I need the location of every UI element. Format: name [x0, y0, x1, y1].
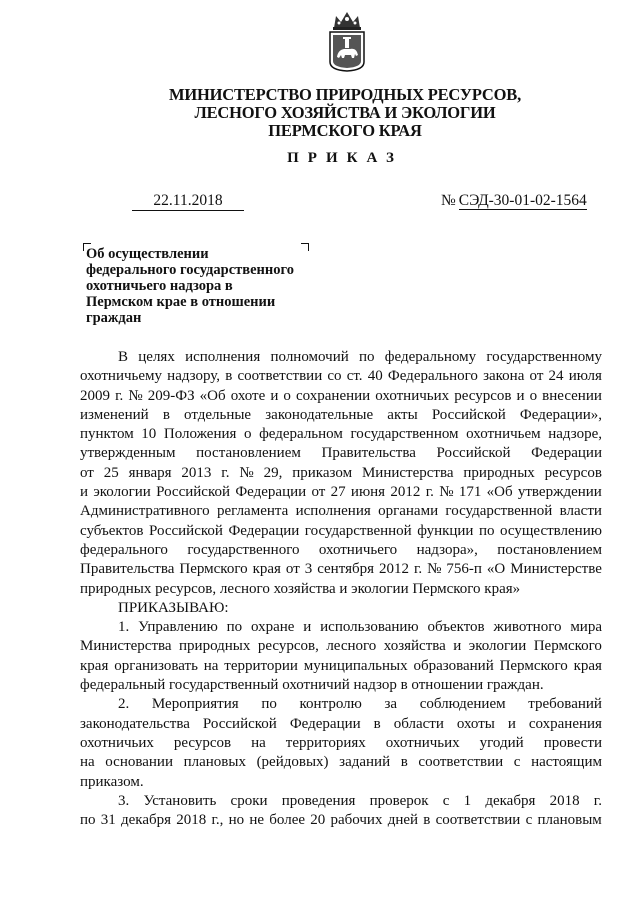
body-word: 40: [367, 368, 383, 385]
body-word: приказом: [292, 464, 353, 481]
body-word: «Об: [486, 484, 513, 501]
body-word: со: [327, 368, 342, 385]
body-word: плановых: [183, 754, 246, 771]
document-body: [80, 348, 602, 830]
body-word: контролю: [299, 696, 362, 713]
body-word: законодательные: [265, 406, 374, 423]
body-word: №: [439, 484, 454, 501]
body-line: [80, 541, 602, 560]
body-word: Российской: [436, 445, 511, 462]
body-word: Федерации: [289, 715, 361, 732]
ministry-line: ПЕРМСКОГО КРАЯ: [268, 121, 422, 140]
body-word: постановлением: [497, 541, 602, 558]
body-word: №: [427, 561, 442, 578]
body-word: законодательства: [80, 715, 190, 732]
body-word: Административного: [80, 503, 210, 520]
body-line: [80, 387, 602, 406]
body-word: 10: [141, 426, 157, 443]
body-word: функции: [417, 522, 474, 539]
subject-line: Пермском крае в отношении: [86, 294, 276, 310]
body-word: настоящим: [531, 754, 602, 771]
body-word: по: [359, 349, 375, 365]
number-value: СЭД-30-01-02-1564: [458, 192, 587, 209]
body-word: более: [269, 812, 306, 829]
body-word: утверждении: [517, 484, 602, 501]
body-word: образований: [413, 657, 494, 674]
body-line: [80, 753, 602, 772]
body-word: края: [573, 657, 602, 674]
body-word: рабочих: [330, 812, 383, 829]
body-word: закона: [483, 368, 525, 385]
body-word: Федерального: [387, 368, 478, 385]
subject-line: Об осуществлении: [86, 246, 209, 262]
body-line-text: ПРИКАЗЫВАЮ:: [118, 599, 229, 616]
body-word: федерального: [80, 541, 168, 558]
body-word: Установить: [143, 792, 217, 809]
body-word: полномочий: [270, 349, 349, 365]
body-word: Пермского: [499, 657, 568, 674]
body-word: от: [80, 464, 94, 481]
body-word: власти: [559, 503, 602, 520]
body-line-text: приказом.: [80, 773, 144, 790]
body-word: Пермского: [179, 561, 248, 578]
body-word: №: [239, 464, 254, 481]
body-word: В: [118, 349, 129, 365]
body-word: 756-п: [446, 561, 482, 578]
body-line: [80, 367, 602, 386]
body-word: о: [529, 387, 538, 404]
body-word: соблюдением: [419, 696, 506, 713]
body-word: 2013: [181, 464, 212, 481]
body-word: регламента: [217, 503, 289, 520]
body-word: проведения: [281, 792, 356, 809]
body-word: охотничьих: [80, 734, 154, 751]
ministry-name: [150, 86, 540, 140]
body-word: области: [393, 715, 444, 732]
body-line: [80, 695, 602, 714]
body-word: Российской: [431, 406, 506, 423]
body-word: 3: [304, 561, 313, 578]
body-line: [80, 483, 602, 502]
ministry-line: ЛЕСНОГО ХОЗЯЙСТВА И ЭКОЛОГИИ: [194, 103, 496, 122]
document-number: [441, 192, 587, 210]
body-word: природных: [463, 464, 535, 481]
body-word: Российской: [156, 484, 231, 501]
body-word: «Об: [199, 387, 226, 404]
body-word: охоты: [456, 715, 495, 732]
body-word: проверок: [369, 792, 429, 809]
body-word: 1: [463, 792, 472, 809]
body-word: лесного: [326, 638, 377, 655]
body-word: охотничьих: [385, 734, 460, 751]
body-word: по: [478, 522, 495, 539]
body-line: [80, 734, 602, 753]
body-word: на: [203, 657, 219, 674]
body-word: июля: [568, 368, 602, 385]
body-word: соответствии: [237, 368, 323, 385]
body-word: 209-ФЗ: [147, 387, 195, 404]
body-line: [80, 715, 602, 734]
subject-heading: [86, 246, 326, 326]
body-word: от: [311, 484, 326, 501]
body-line: [80, 348, 602, 367]
body-word: ресурсов: [544, 464, 602, 481]
body-word: г.: [221, 464, 230, 481]
document-type-title: ПРИКАЗ: [287, 150, 403, 166]
body-word: территориях: [285, 734, 366, 751]
body-word: ресурсов,: [257, 638, 319, 655]
body-line: [80, 676, 602, 695]
body-word: ст.: [346, 368, 363, 385]
body-word: в: [225, 368, 233, 385]
body-word: экологии: [468, 638, 527, 655]
body-word: Российской: [202, 715, 277, 732]
body-word: 25: [103, 464, 119, 481]
body-word: муниципальных: [303, 657, 408, 674]
body-word: государственного: [187, 541, 300, 558]
body-word: животного: [493, 619, 562, 636]
body-word: края: [80, 657, 109, 674]
body-word: 2.: [118, 696, 130, 713]
body-line: [80, 502, 602, 521]
body-line: [80, 406, 602, 425]
body-word: Положения: [163, 426, 237, 443]
body-word: г.: [425, 484, 434, 501]
body-word: основании: [105, 754, 173, 771]
body-word: Министерстве: [510, 561, 602, 578]
body-word: декабря: [120, 812, 172, 829]
body-line: [80, 657, 602, 676]
body-word: в: [423, 812, 431, 829]
body-word: и: [516, 387, 525, 404]
body-word: требований: [528, 696, 602, 713]
body-word: федеральному: [384, 349, 477, 365]
body-word: и: [270, 387, 279, 404]
body-word: Правительства: [321, 445, 416, 462]
body-word: отдельные: [184, 406, 252, 423]
body-line-text: федеральный государственный охотничий надзор в отношении граждан.: [80, 677, 544, 694]
body-word: 24: [548, 368, 564, 385]
body-word: утвержденным: [80, 445, 176, 462]
body-word: г.: [593, 792, 602, 809]
body-word: сроки: [230, 792, 268, 809]
body-word: дней: [387, 812, 419, 829]
body-word: государственной: [445, 503, 553, 520]
body-word: хозяйства: [383, 638, 446, 655]
subject-line: граждан: [86, 310, 142, 326]
body-word: декабря: [485, 792, 536, 809]
body-word: 31: [100, 812, 116, 829]
body-word: края: [252, 561, 281, 578]
body-word: Федерации: [228, 522, 300, 539]
body-word: плановым: [537, 812, 602, 829]
body-word: осуществлению: [500, 522, 602, 539]
body-word: сентября: [317, 561, 375, 578]
body-word: на: [80, 754, 95, 771]
body-word: государственному: [486, 349, 602, 365]
body-line: [80, 522, 602, 541]
body-word: Управлению: [138, 619, 218, 636]
body-word: ресурсов: [173, 734, 232, 751]
body-word: органами: [378, 503, 439, 520]
body-word: Федерации»,: [519, 406, 602, 423]
body-word: использованию: [320, 619, 419, 636]
body-word: 1.: [118, 619, 130, 636]
body-word: 2018: [549, 792, 580, 809]
body-word: исполнения: [185, 349, 261, 365]
body-word: пунктом: [80, 426, 134, 443]
body-word: исполнения: [295, 503, 371, 520]
body-word: Министерства: [80, 638, 172, 655]
body-word: субъектов: [80, 522, 144, 539]
body-word: охотничьему: [80, 368, 163, 385]
body-word: с: [525, 812, 533, 829]
body-word: «О: [486, 561, 506, 578]
body-word: и: [507, 715, 516, 732]
body-word: но: [228, 812, 245, 829]
body-word: надзору,: [167, 368, 221, 385]
body-word: федеральном: [259, 426, 343, 443]
body-line: [80, 792, 602, 811]
body-word: Российской: [148, 522, 223, 539]
subject-line: охотничьего надзора в: [86, 278, 233, 294]
body-word: и: [80, 484, 89, 501]
body-word: в: [400, 754, 408, 771]
body-word: изменений: [80, 406, 149, 423]
body-word: надзоре,: [548, 426, 602, 443]
body-word: на: [251, 734, 266, 751]
body-line-text: природных ресурсов, лесного хозяйства и экологии Пермского края»: [80, 580, 521, 597]
body-word: в: [373, 715, 381, 732]
body-word: 2009: [80, 387, 110, 404]
body-word: 29,: [263, 464, 283, 481]
body-line: [80, 811, 602, 830]
body-word: за: [384, 696, 398, 713]
body-word: 20: [310, 812, 326, 829]
body-word: государственном: [350, 426, 459, 443]
body-line: [80, 637, 602, 656]
body-word: государственной: [304, 522, 412, 539]
subject-line: федерального государственного: [86, 262, 294, 278]
body-word: сохранения: [528, 715, 602, 732]
body-word: Пермского: [533, 638, 602, 655]
body-word: охотничьем: [466, 426, 541, 443]
body-word: объектов: [427, 619, 485, 636]
body-word: №: [128, 387, 143, 404]
body-word: о: [243, 426, 252, 443]
body-word: Мероприятия: [151, 696, 239, 713]
body-line: [80, 618, 602, 637]
body-word: соответствии: [418, 754, 504, 771]
body-word: постановлением: [196, 445, 301, 462]
body-word: акты: [387, 406, 418, 423]
body-word: сохранении: [295, 387, 371, 404]
body-word: июня: [350, 484, 386, 501]
body-word: экологии: [93, 484, 151, 501]
body-word: по: [226, 619, 243, 636]
body-word: территории: [224, 657, 298, 674]
body-word: Федерации: [531, 445, 602, 462]
body-line: [80, 560, 602, 579]
body-word: ресурсов: [454, 387, 512, 404]
body-line: [80, 580, 602, 599]
body-word: г.: [115, 387, 124, 404]
document-date: 22.11.2018: [132, 192, 244, 211]
body-word: 2012: [390, 484, 421, 501]
body-word: г.: [413, 561, 423, 578]
body-word: января: [128, 464, 172, 481]
body-word: г.,: [211, 812, 224, 829]
ministry-line: МИНИСТЕРСТВО ПРИРОДНЫХ РЕСУРСОВ,: [169, 85, 521, 104]
body-word: 2012: [378, 561, 409, 578]
coat-of-arms-icon: [326, 10, 368, 72]
body-word: 27: [330, 484, 346, 501]
body-word: (рейдовых): [256, 754, 329, 771]
body-line: [80, 444, 602, 463]
body-word: угодий: [479, 734, 524, 751]
body-line: [80, 464, 602, 483]
body-word: от: [529, 368, 544, 385]
body-word: по: [261, 696, 277, 713]
body-word: охотничьих: [375, 387, 450, 404]
body-word: Министерства: [361, 464, 454, 481]
body-word: организовать: [114, 657, 198, 674]
body-word: целях: [138, 349, 175, 365]
body-word: 2018: [176, 812, 207, 829]
body-word: с: [513, 754, 521, 771]
body-word: охотничьего: [318, 541, 398, 558]
body-word: внесении: [542, 387, 602, 404]
body-word: охране: [251, 619, 295, 636]
body-word: заданий: [339, 754, 391, 771]
body-word: о: [283, 387, 291, 404]
body-word: 3.: [118, 792, 130, 809]
body-word: провести: [543, 734, 602, 751]
body-word: охоте: [230, 387, 266, 404]
number-sign: №: [441, 192, 456, 209]
body-word: по: [80, 812, 96, 829]
body-word: 171: [458, 484, 482, 501]
body-word: мира: [570, 619, 602, 636]
body-line: [80, 599, 602, 618]
body-word: с: [442, 792, 450, 809]
body-word: надзора»,: [416, 541, 478, 558]
body-word: соответствии: [435, 812, 521, 829]
body-word: и: [303, 619, 312, 636]
body-word: природных: [179, 638, 251, 655]
body-line: [80, 773, 602, 792]
body-word: Федерации: [235, 484, 307, 501]
body-word: и: [453, 638, 462, 655]
body-line: [80, 425, 602, 444]
body-word: Правительства: [80, 561, 175, 578]
body-word: от: [285, 561, 300, 578]
body-word: в: [162, 406, 170, 423]
body-word: не: [249, 812, 265, 829]
